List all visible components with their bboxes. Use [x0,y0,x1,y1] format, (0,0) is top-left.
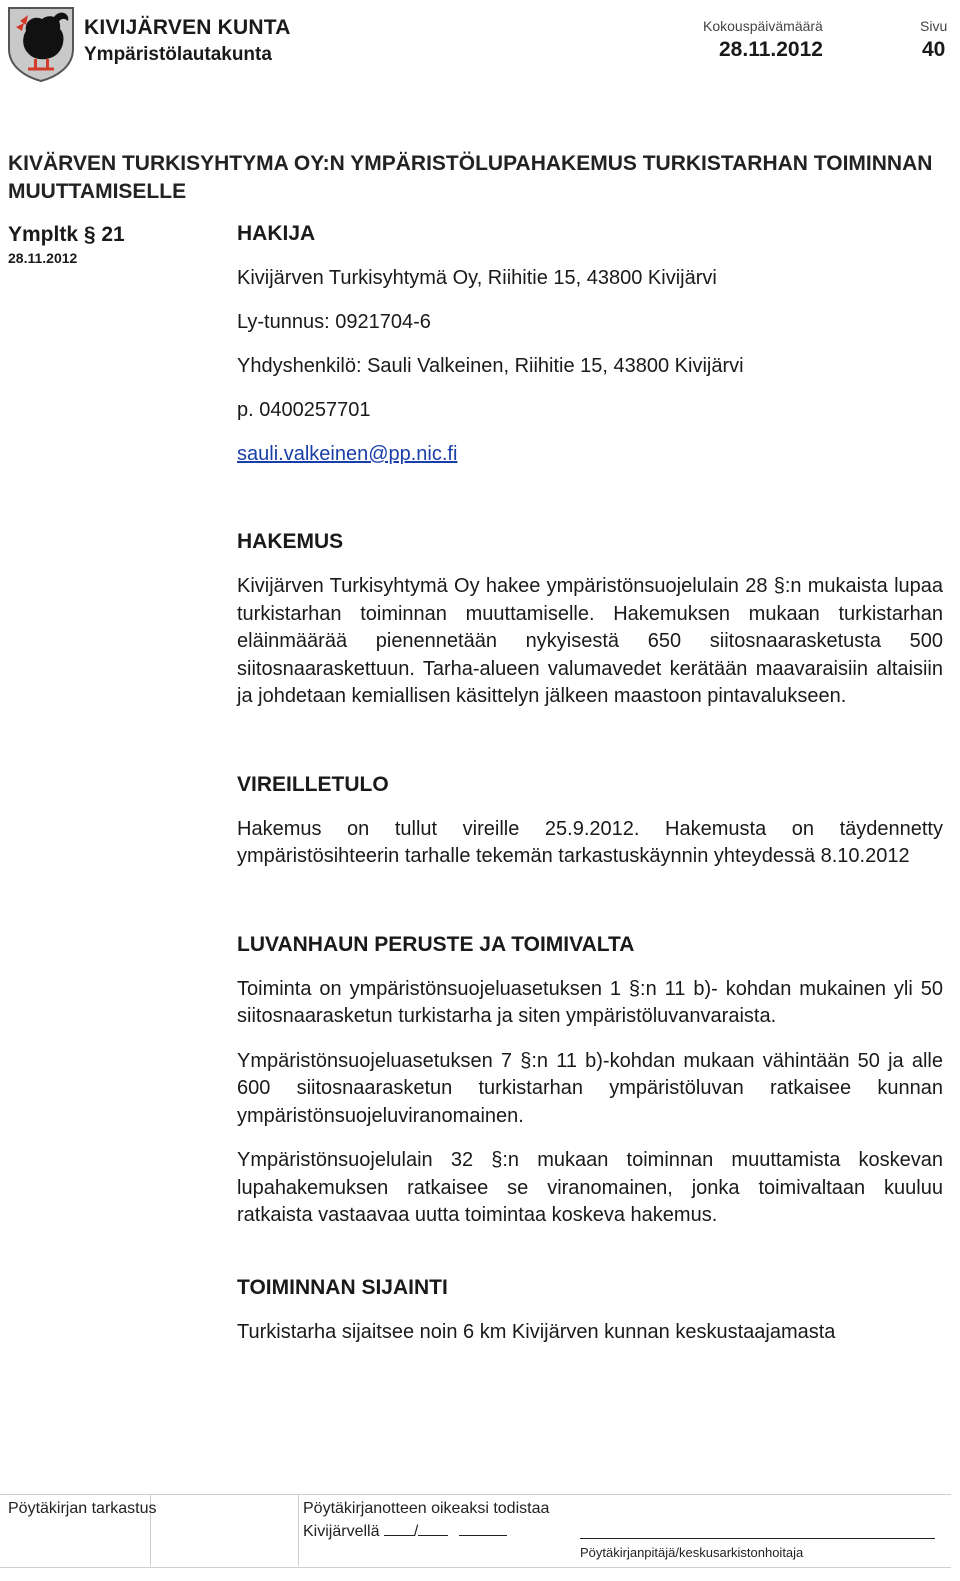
authority-paragraph: Ympäristönsuojeluasetuksen 7 §:n 11 b)-kohdan mukaan vähintään 50 ja alle 600 siitosnaarasketun turkistarhan ympäristöluvan ratkaisee kunnan ympäristönsuojeluviranomainen. [237,1049,943,1127]
authority-heading: LUVANHAUN PERUSTE JA TOIMIVALTA [237,932,635,956]
signer-role: Pöytäkirjanpitäjä/keskusarkistonhoitaja [580,1545,804,1560]
review-label: Pöytäkirjan tarkastus [8,1500,157,1517]
location-text: Turkistarha sijaitsee noin 6 km Kivijärven kunnan keskustaajamasta [237,1320,836,1343]
document-title: KIVÄRVEN TURKISYHTYMA OY:N YMPÄRISTÖLUPAHAKEMUS TURKISTARHAN TOIMINNAN MUUTTAMISELLE [8,152,933,203]
place-prefix: Kivijärvellä [303,1523,380,1540]
applicant-company: Kivijärven Turkisyhtymä Oy, Riihitie 15, 43800 Kivijärvi [237,267,717,289]
application-heading: HAKEMUS [237,530,344,553]
document-body [237,220,943,1346]
authority-paragraph: Ympäristönsuojelulain 32 §:n mukaan toiminnan muuttamista koskevan lupahakemuksen ratkaisee se viranomainen, jonka toimivaltaan kuuluu ratkaista vastaavaa uutta toimintaa koskeva hakemus. [237,1149,943,1226]
page-label: Sivu [920,18,948,34]
signature-line [580,1538,935,1539]
section-id: Ympltk § 21 [8,223,125,246]
municipality-name: KIVIJÄRVEN KUNTA [84,16,291,39]
authority-paragraph: Toiminta on ympäristönsuojeluasetuksen 1 §:n 11 b)- kohdan mukainen yli 50 siitosnaarasketun turkistarha ja siten ympäristöluvanvaraista. [237,977,943,1027]
certification-place-line [303,1521,507,1541]
applicant-phone: p. 0400257701 [237,399,371,421]
meeting-date-label: Kokouspäivämäärä [703,18,823,34]
municipality-crest-logo [6,5,76,83]
footer-divider [298,1494,299,1566]
applicant-heading: HAKIJA [237,222,316,245]
meeting-date: 28.11.2012 [719,38,823,61]
page-number: 40 [922,38,946,61]
location-heading: TOIMINNAN SIJAINTI [237,1275,448,1299]
pendency-text: Hakemus on tullut vireille 25.9.2012. Hakemusta on täydennetty ympäristösihteerin tarhalle tekemän tarkastuskäynnin yhteydessä 8.10.2012 [237,817,943,867]
applicant-business-id: Ly-tunnus: 0921704-6 [237,311,431,333]
committee-name: Ympäristölautakunta [84,44,272,65]
month-blank [418,1521,448,1536]
date-separator: / [413,1523,419,1540]
day-blank [384,1521,414,1536]
year-blank [459,1521,507,1536]
certified-label: Pöytäkirjanotteen oikeaksi todistaa [303,1500,550,1517]
application-text: Kivijärven Turkisyhtymä Oy hakee ympäristönsuojelulain 28 §:n mukaista lupaa turkistarhan toiminnan muuttamiselle. Hakemuksen mukaan turkistarhan eläinmäärää pienennetään nykyisestä 650 siitosnaarasketusta 500 siitosnaaraskettuun. Tarha-alueen valumavedet kerätään maavaraisiin altaisiin ja johdetaan kemiallisen käsittelyn jälkeen maastoon pintavalukseen. [237,575,943,707]
applicant-email-link[interactable]: sauli.valkeinen@pp.nic.fi [237,443,458,465]
pendency-heading: VIREILLETULO [237,772,389,796]
applicant-contact: Yhdyshenkilö: Sauli Valkeinen, Riihitie 15, 43800 Kivijärvi [237,355,744,377]
section-date: 28.11.2012 [8,250,78,266]
